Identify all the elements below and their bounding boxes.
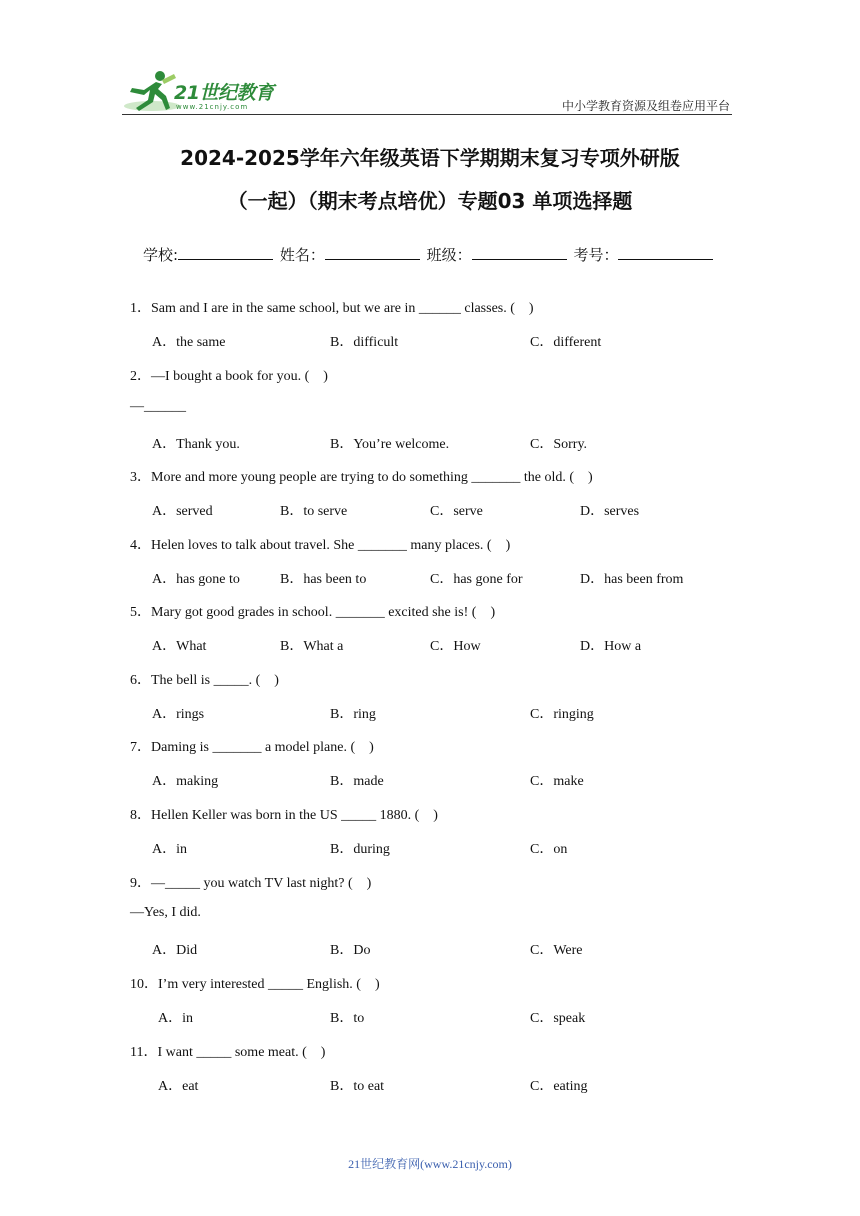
q2-response: —______ bbox=[130, 399, 186, 414]
logo-url: www.21cnjy.com bbox=[176, 103, 249, 111]
q6-option-b[interactable]: B．ring bbox=[330, 707, 376, 722]
q10-option-c[interactable]: C．speak bbox=[530, 1011, 586, 1026]
q4-option-b[interactable]: B．has been to bbox=[280, 572, 367, 587]
q5-option-c[interactable]: C．How bbox=[430, 639, 481, 654]
question-1: 1．Sam and I are in the same school, but we are in ______ classes. ( ) bbox=[130, 301, 534, 316]
school-label: 学校: bbox=[143, 246, 179, 264]
q8-option-a[interactable]: A．in bbox=[152, 842, 187, 857]
logo bbox=[122, 68, 292, 114]
q9-option-c[interactable]: C．Were bbox=[530, 943, 583, 958]
q2-option-a[interactable]: A．Thank you. bbox=[152, 437, 240, 452]
q6-option-c[interactable]: C．ringing bbox=[530, 707, 594, 722]
q7-option-a[interactable]: A．making bbox=[152, 774, 219, 789]
q7-option-c[interactable]: C．make bbox=[530, 774, 584, 789]
q3-option-a[interactable]: A．served bbox=[152, 504, 213, 519]
exam-number-label: 考号： bbox=[573, 246, 619, 264]
q1-option-b[interactable]: B．difficult bbox=[330, 335, 399, 350]
q4-option-d[interactable]: D．has been from bbox=[580, 572, 684, 587]
question-10: 10．I’m very interested _____ English. ( ) bbox=[130, 977, 380, 992]
q11-option-c[interactable]: C．eating bbox=[530, 1079, 588, 1094]
page-header bbox=[0, 0, 860, 115]
question-5: 5．Mary got good grades in school. _______ excited she is! ( ) bbox=[130, 605, 496, 620]
q10-option-b[interactable]: B．to bbox=[330, 1011, 365, 1026]
question-4: 4．Helen loves to talk about travel. She _______ many places. ( ) bbox=[130, 538, 511, 553]
question-9: 9．—_____ you watch TV last night? ( ) bbox=[130, 876, 372, 891]
q1-option-a[interactable]: A．the same bbox=[152, 335, 226, 350]
q3-option-c[interactable]: C．serve bbox=[430, 504, 483, 519]
name-field[interactable] bbox=[325, 245, 420, 260]
question-2: 2．—I bought a book for you. ( ) bbox=[130, 369, 328, 384]
page-title-line2: （一起）（期末考点培优）专题03 单项选择题 bbox=[227, 189, 633, 213]
q8-option-b[interactable]: B．during bbox=[330, 842, 390, 857]
header-divider bbox=[122, 114, 732, 115]
q6-option-a[interactable]: A．rings bbox=[152, 707, 205, 722]
q9-option-a[interactable]: A．Did bbox=[152, 943, 198, 958]
q9-option-b[interactable]: B．Do bbox=[330, 943, 371, 958]
platform-label: 中小学教育资源及组卷应用平台 bbox=[561, 99, 730, 113]
q8-option-c[interactable]: C．on bbox=[530, 842, 568, 857]
q4-option-c[interactable]: C．has gone for bbox=[430, 572, 523, 587]
question-3: 3．More and more young people are trying to do something _______ the old. ( ) bbox=[130, 470, 593, 485]
page-footer[interactable]: 21世纪教育网(www.21cnjy.com) bbox=[348, 1157, 512, 1171]
q1-option-c[interactable]: C．different bbox=[530, 335, 602, 350]
q2-option-c[interactable]: C．Sorry. bbox=[530, 437, 588, 452]
name-label: 姓名： bbox=[279, 246, 325, 264]
q2-option-b[interactable]: B．You’re welcome. bbox=[330, 437, 450, 452]
q5-option-d[interactable]: D．How a bbox=[580, 639, 642, 654]
q3-option-b[interactable]: B．to serve bbox=[280, 504, 348, 519]
page-title-line1: 2024-2025学年六年级英语下学期期末复习专项外研版 bbox=[180, 146, 680, 170]
school-field[interactable] bbox=[178, 245, 273, 260]
q4-option-a[interactable]: A．has gone to bbox=[152, 572, 240, 587]
logo-text: 21世纪教育 bbox=[174, 82, 274, 104]
q9-response: —Yes, I did. bbox=[130, 905, 201, 920]
question-8: 8．Hellen Keller was born in the US _____ 1880. ( ) bbox=[130, 808, 438, 823]
class-field[interactable] bbox=[472, 245, 567, 260]
q3-option-d[interactable]: D．serves bbox=[580, 504, 640, 519]
q5-option-b[interactable]: B．What a bbox=[280, 639, 344, 654]
class-label: 班级： bbox=[426, 246, 472, 264]
question-7: 7．Daming is _______ a model plane. ( ) bbox=[130, 740, 374, 755]
q10-option-a[interactable]: A．in bbox=[158, 1011, 193, 1026]
question-11: 11．I want _____ some meat. ( ) bbox=[130, 1045, 326, 1060]
exam-number-field[interactable] bbox=[618, 245, 713, 260]
q7-option-b[interactable]: B．made bbox=[330, 774, 384, 789]
student-info-row bbox=[143, 244, 715, 265]
q5-option-a[interactable]: A．What bbox=[152, 639, 207, 654]
question-6: 6．The bell is _____. ( ) bbox=[130, 673, 279, 688]
q11-option-b[interactable]: B．to eat bbox=[330, 1079, 385, 1094]
q11-option-a[interactable]: A．eat bbox=[158, 1079, 199, 1094]
runner-logo-icon bbox=[122, 68, 182, 114]
